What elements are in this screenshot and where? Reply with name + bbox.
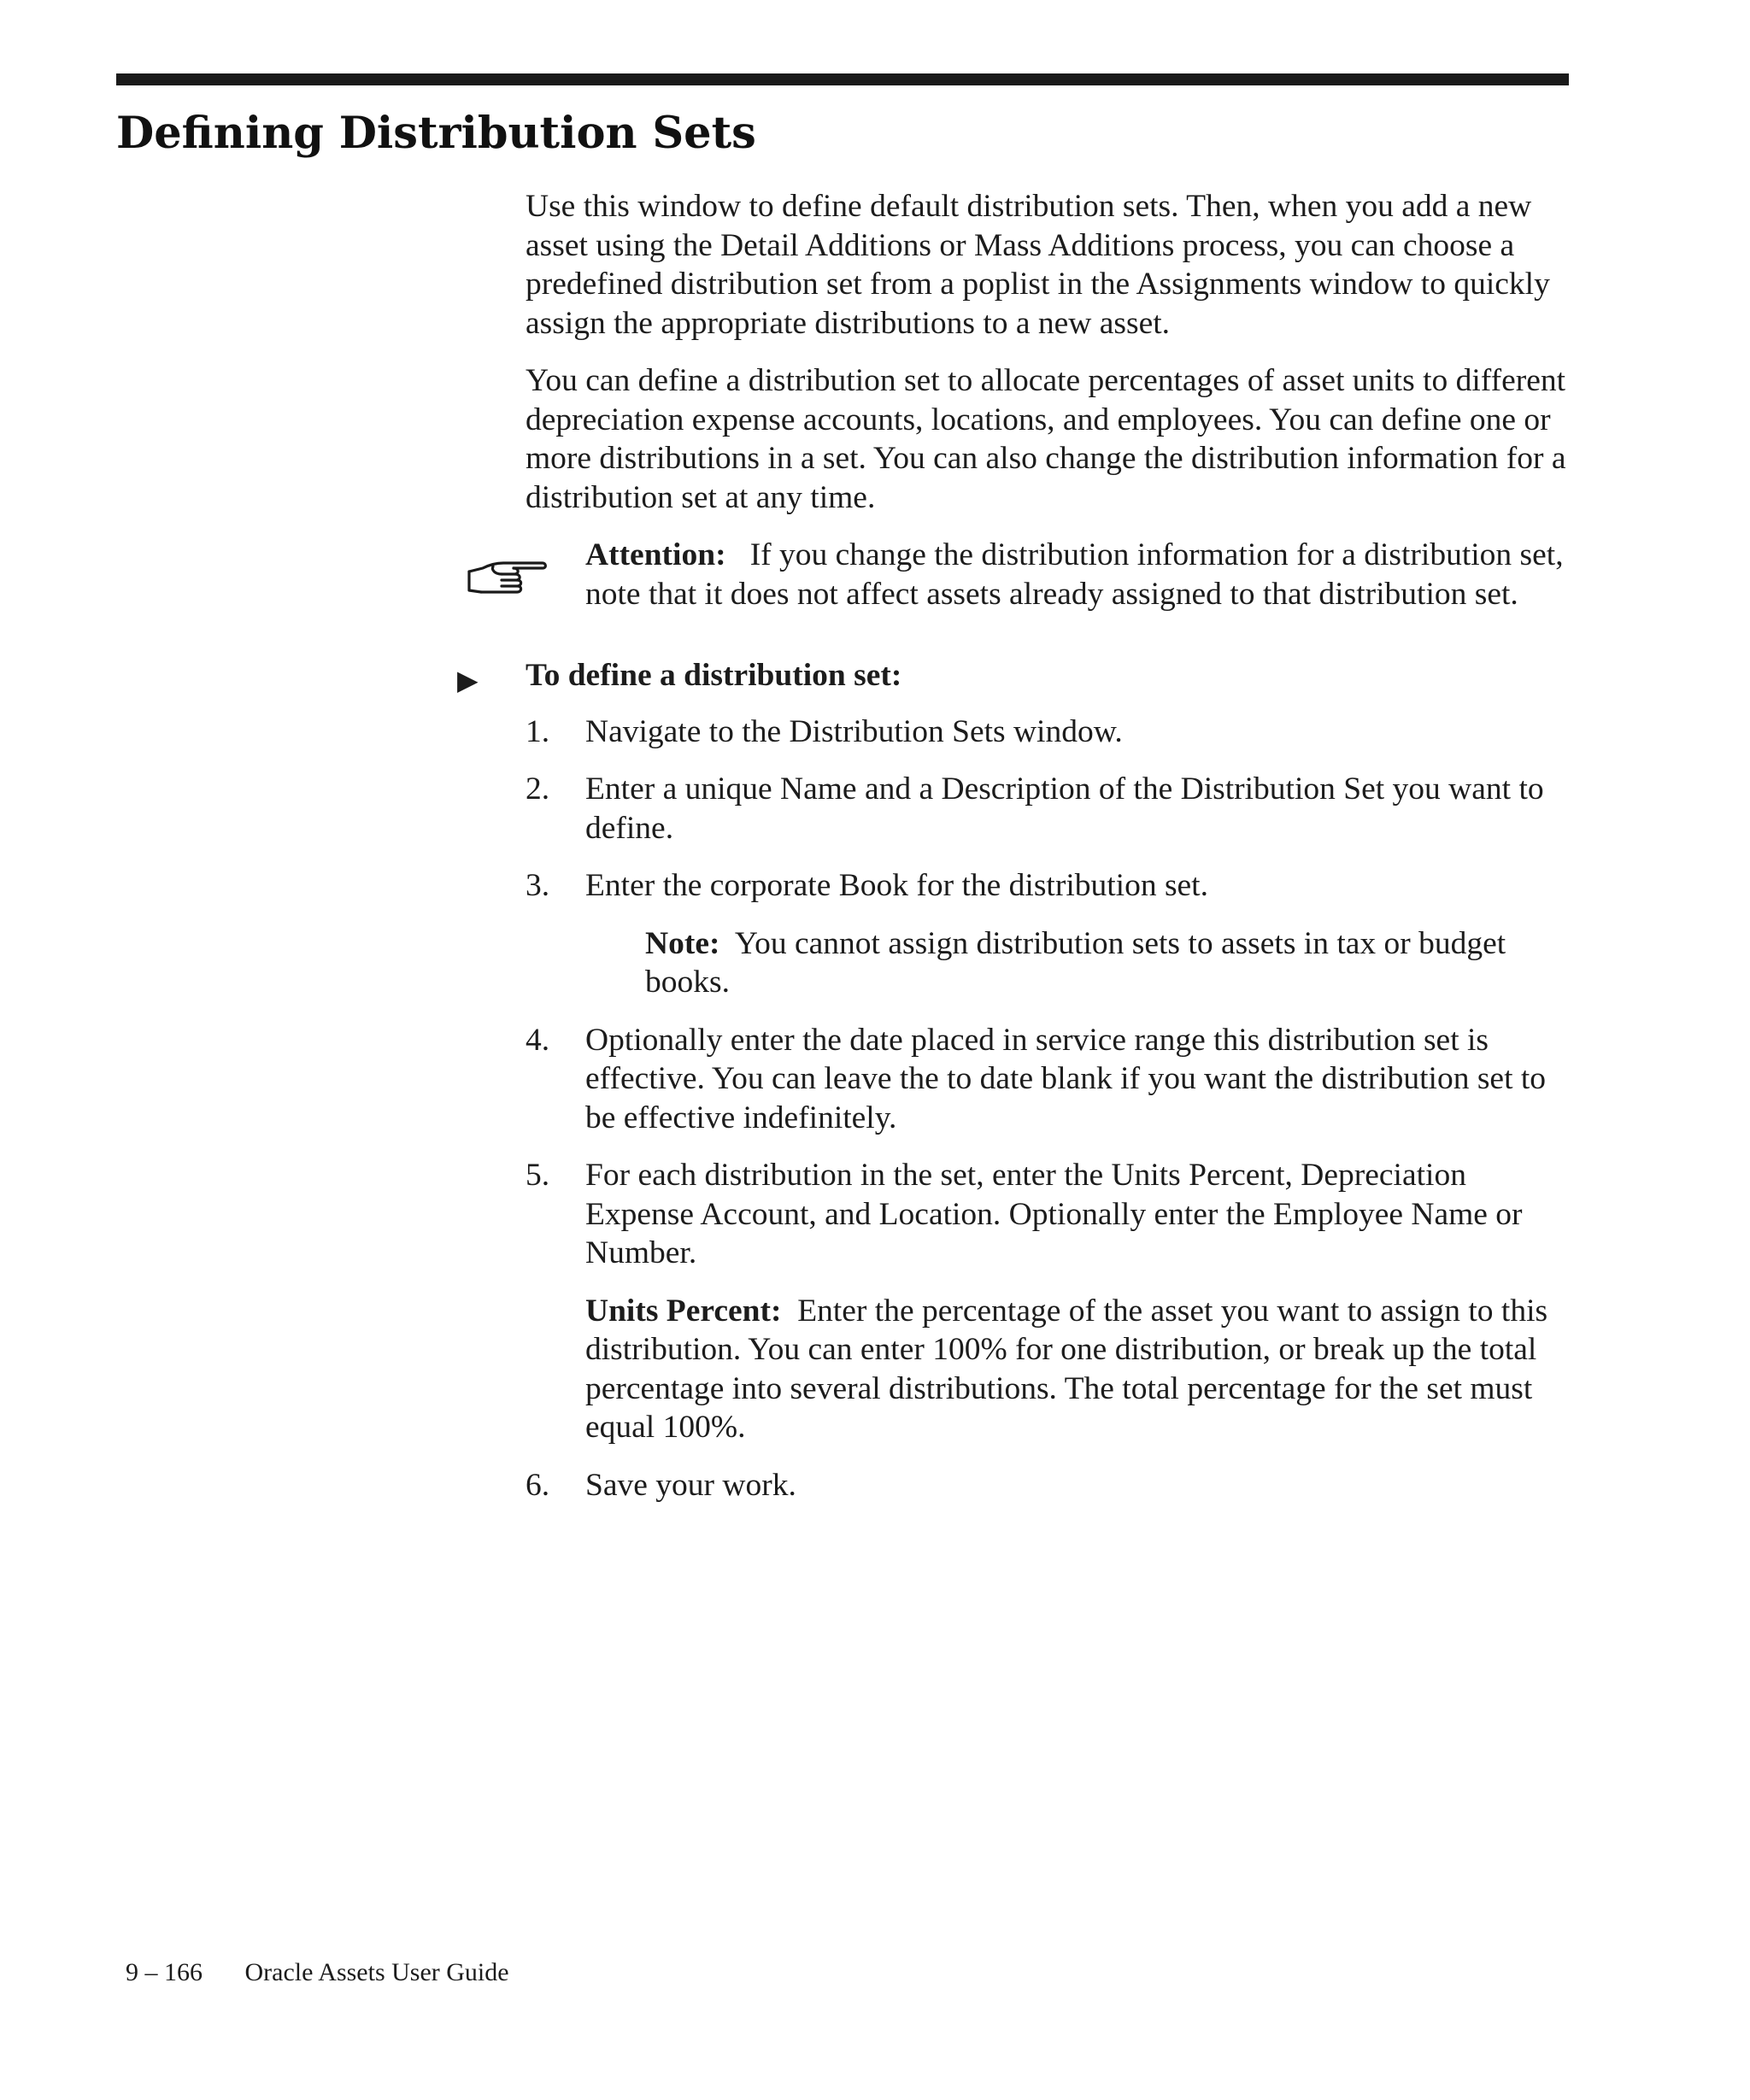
step-number: 5. [526,1158,550,1193]
step-text: For each distribution in the set, enter the Units Percent, Depreciation Expense Account, and Location. Optionally enter the Employee Name or Number. [585,1158,1523,1270]
step-number: 3. [526,868,550,903]
page-number: 9 – 166 [126,1958,203,1986]
step-text: Save your work. [585,1467,796,1503]
step-text: Optionally enter the date placed in service range this distribution set is effective. You can leave the to date blank if you want the distribution set to be effective indefinitely. [585,1022,1547,1135]
pointing-hand-icon [464,553,549,604]
header-rule [116,73,1569,85]
attention-note [526,536,1577,613]
step-number: 4. [526,1022,550,1058]
step-number: 1. [526,713,550,749]
units-percent-text: Enter the percentage of the asset you want to assign to this distribution. You can enter 100% for one distribution, or break up the total percentage into several distributions. The total percentage for the set must equal 100%. [585,1293,1548,1445]
step-note [645,924,1577,1002]
step-1 [526,713,1577,752]
procedure-heading-text: To define a distribution set: [526,658,902,693]
step-5 [526,1156,1577,1447]
procedure-heading [457,656,1577,695]
intro-paragraph-2: You can define a distribution set to allocate percentages of asset units to different depreciation expense accounts, locations, and employees. You can define one or more distributions in a set. You can also change the distribution information for a distribution set at any time. [526,363,1566,515]
attention-label: Attention: [585,537,726,572]
step-6 [526,1466,1577,1505]
step-text: Navigate to the Distribution Sets window. [585,713,1123,749]
book-title: Oracle Assets User Guide [244,1958,509,1986]
step-number: 6. [526,1467,550,1503]
step-2 [526,770,1577,848]
intro-paragraph-1: Use this window to define default distribution sets. Then, when you add a new asset using the Detail Additions or Mass Additions process, you can choose a predefined distribution set from a poplist in the Assignments window to quickly assign the appropriate distributions to a new asset. [526,189,1550,341]
step-4 [526,1021,1577,1138]
procedure-steps [526,713,1577,1505]
attention-text: If you change the distribution information for a distribution set, note that it does not affect assets already assigned to that distribution set. [585,537,1564,612]
units-percent-paragraph [585,1292,1577,1447]
units-percent-label: Units Percent: [585,1293,782,1329]
step-text: Enter a unique Name and a Description of the Distribution Set you want to define. [585,771,1544,846]
body-content [457,187,1577,1523]
triangle-right-icon: ▶ [457,665,479,695]
step-number: 2. [526,771,550,807]
step-3 [526,866,1577,1002]
note-label: Note: [645,925,720,961]
note-text: You cannot assign distribution sets to assets in tax or budget books. [645,925,1506,1000]
page-title: Defining Distribution Sets [116,108,756,159]
page-footer [126,1958,509,1987]
step-text: Enter the corporate Book for the distribution set. [585,868,1208,903]
